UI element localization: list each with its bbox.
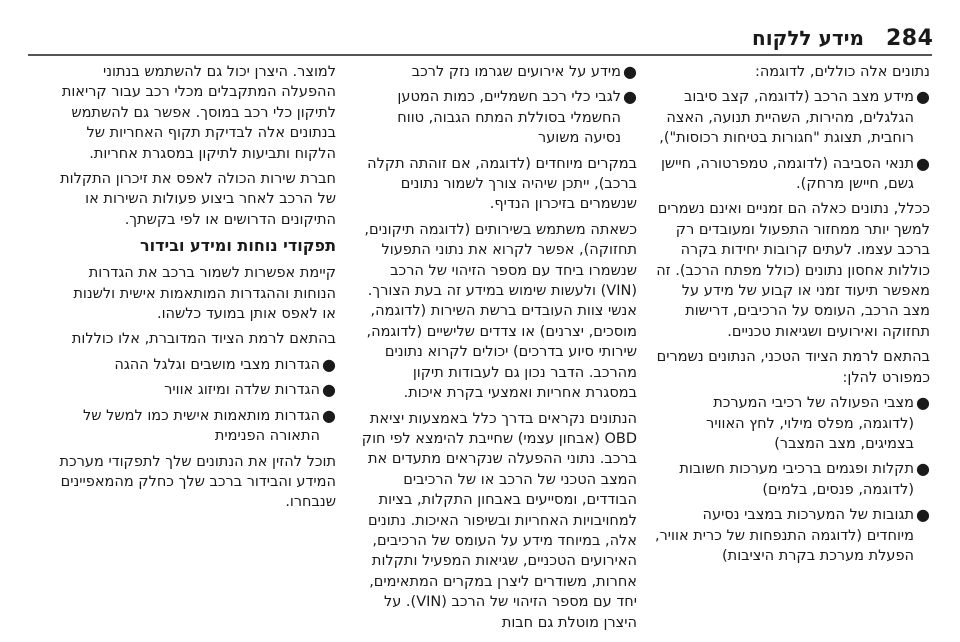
bullet-icon: ●: [916, 505, 930, 525]
column-middle: [357, 62, 637, 638]
list-item: ● תקלות ופגמים ברכיבי מערכות חשובות (לדוגמה, פנסים, בלמים): [654, 459, 930, 500]
page-header: [0, 0, 960, 52]
paragraph: חברת שירות הכולה לאפס את זיכרון התקלות של הרכב לאחר ביצוע פעולות השירות או התיקונים הדרושים או לפי בקשתך.: [60, 171, 336, 228]
bullet-icon: ●: [916, 459, 930, 479]
bullet-icon: ●: [623, 62, 637, 81]
bullet-icon: ●: [623, 87, 637, 107]
list-item: ● תנאי הסביבה (לדוגמה, טמפרטורה, חיישן גשם, חיישן מרחק).: [654, 154, 930, 195]
paragraph: קיימת אפשרות לשמור ברכב את הגדרות הנוחות וההגדרות המותאמות אישית ולשנות או לאפס אותן במועד כלשהו.: [73, 265, 336, 323]
paragraph: בהתאם לרמת הציוד הטכני, הנתונים נשמרים כמפורט להלן:: [656, 349, 930, 386]
column-right: [654, 62, 930, 571]
bullet-icon: ●: [916, 153, 930, 173]
column-left: [56, 62, 336, 518]
list-item: ● תגובות של המערכות במצבי נסיעה מיוחדים (לדוגמה התנפחות של כרית אוויר, הפעלת מערכת בקרת היציבות): [654, 505, 930, 566]
bullet-icon: ●: [916, 87, 930, 107]
bullet-icon: ●: [322, 380, 336, 400]
list-item: ● הגדרות שלדה ומיזוג אוויר: [164, 380, 336, 400]
list-item: ● מידע על אירועים שגרמו נזק לרכב: [411, 62, 637, 81]
list-item: ● מצבי הפעולה של רכיבי המערכת (לדוגמה, מפלס מילוי, לחץ האוויר בצמיגים, מצב המצבר): [654, 393, 930, 454]
list-item: ● הגדרות מצבי מושבים וגלגל ההגה: [114, 354, 336, 374]
header-divider: [28, 54, 932, 56]
list-item: ● מידע מצב הרכב (לדוגמה, קצב סיבוב הגלגלים, מהירות, השהיית תנועה, האצה רוחבית, תצוגת "חגורות בטיחות רכוסות"),: [654, 87, 930, 148]
paragraph: במקרים מיוחדים (לדוגמה, אם זוהתה תקלה ברכב), ייתכן שיהיה צורך לשמור נתונים שנשמרים בזיכרון הנדיף.: [367, 155, 637, 213]
section-heading: תפקודי נוחות ומידע ובידור: [139, 236, 336, 256]
running-title: מידע ללקוח: [752, 26, 864, 50]
paragraph: תוכל להזין את הנתונים שלך לתפקודי מערכת המידע והבידור ברכב שלך כחלק מהמאפיינים שנבחרו.: [59, 453, 336, 511]
bullet-icon: ●: [322, 354, 336, 374]
bullet-icon: ●: [916, 393, 930, 413]
bullet-icon: ●: [322, 405, 336, 425]
list-item: ● הגדרות מותאמות אישית כמו למשל של התאורה הפנימית: [56, 406, 336, 447]
paragraph: למוצר. היצרן יכול גם להשתמש בנתוני ההפעלה המתקבלים מכלי רכב עבור קריאות לתיקון כלי רכב במוסך. אפשר גם להשתמש בנתונים אלה לבדיקת תקוף האחריות של הלקוח ותביעות לתיקון במסגרת אחריות.: [61, 64, 336, 162]
paragraph: ככלל, נתונים כאלה הם זמניים ואינם נשמרים למשך יותר ממחזור התפעול ומעובדים רק ברכב עצמו. לעתים קרובות יחידות בקרה כוללות אחסון נתונים (כולל מפתח הרכב). זה מאפשר תיעוד זמני או קבוע של מידע על מצב הרכב, העומס על הרכיבים, דרישות תחזוקה ואירועים ושגיאות טכניים.: [656, 201, 930, 340]
paragraph: כשאתה משתמש בשירותים (לדוגמה תיקונים, תחזוקה), אפשר לקרוא את נתוני התפעול שנשמרו ביחד עם מספר הזיהוי של הרכב (VIN) ולעשות שימוש במידע זה בעת הצורך. אנשי צוות העובדים ברשת השירות (לדוגמה, מוסכים, יצרנים) או צדדים שלישיים (לדוגמה, שירותי סיוע בדרכים) יכולים לקרוא נתונים מהרכב. הדבר נכון גם לעבודות תיקון במסגרת אחריות ואמצעי בקרת איכות.: [364, 221, 637, 402]
paragraph: בהתאם לרמת הציוד המדוברת, אלו כוללות: [71, 331, 336, 348]
intro-text: נתונים אלה כוללים, לדוגמה:: [754, 64, 930, 80]
page-number: 284: [886, 26, 934, 51]
paragraph: הנתונים נקראים בדרך כלל באמצעות יציאת OBD (אבחון עצמי) שחייבת להימצא לפי חוק ברכב. נתוני ההפעלה שנקראים מתעדים את המצב הטכני של הרכב או של הרכיבים הבודדים, ומסייעים באבחון התקלות, בציות למחויבויות האחריות ובשיפור האיכות. נתונים אלה, במיוחד מידע על העומס של הרכיבים, האירועים הטכניים, שגיאות המפעיל ותקלות אחרות, משודרים ליצרן במקרים המתאימים, יחד עם מספר הזיהוי של הרכב (VIN). על היצרן מוטלת גם חבות: [361, 410, 637, 631]
list-item: ● לגבי כלי רכב חשמליים, כמות המטען החשמלי בסוללת המתח הגבוה, טווח נסיעה משוער: [357, 87, 637, 148]
